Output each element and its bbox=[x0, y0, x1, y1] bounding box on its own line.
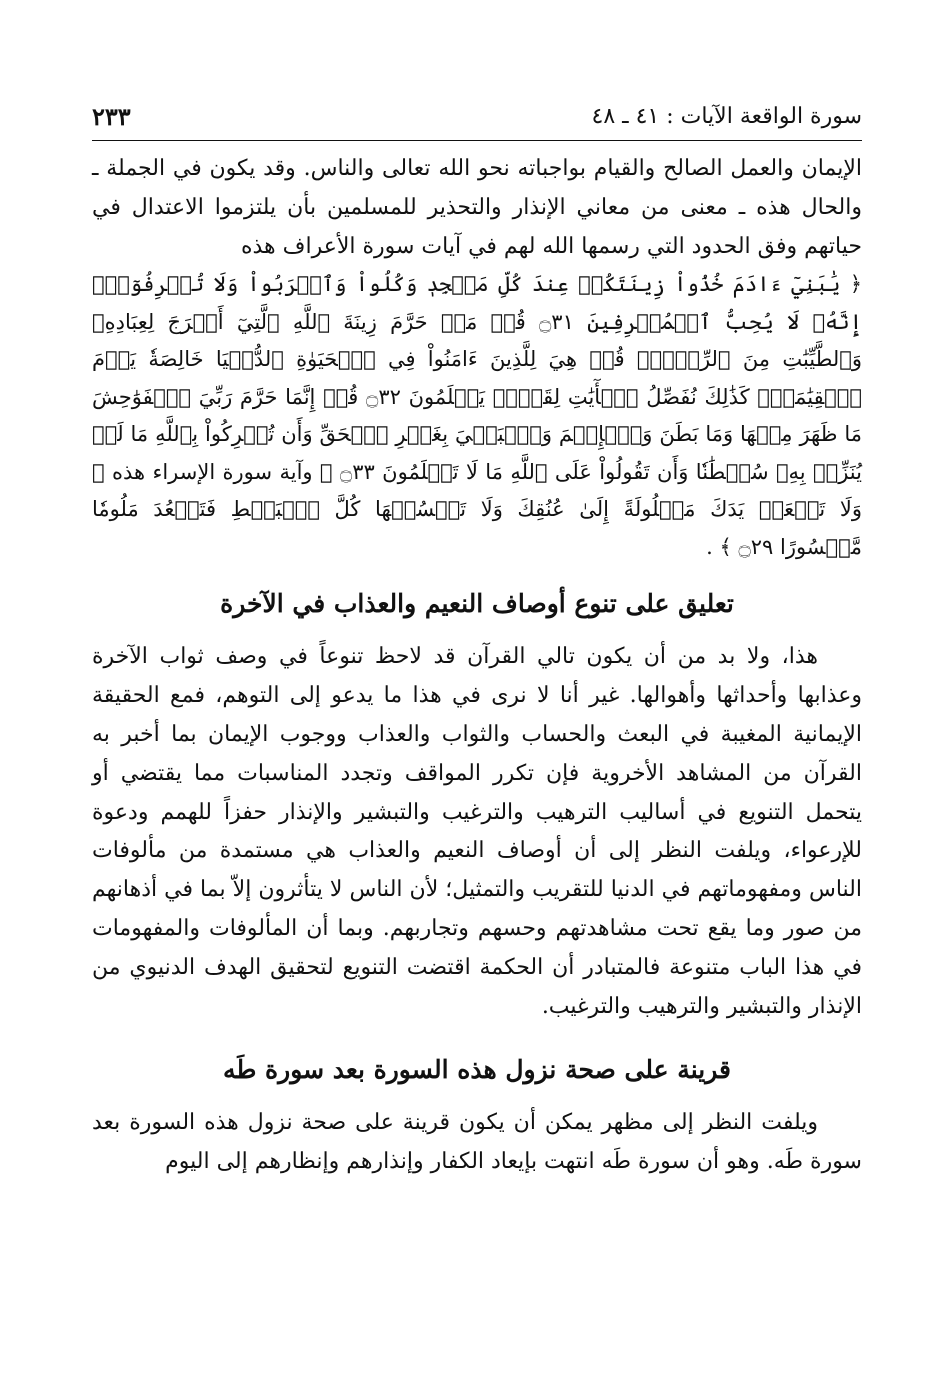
afterlife-paragraph: هذا، ولا بد من أن يكون تالي القرآن قد لاحظ تنوعاً في وصف ثواب الآخرة وعذابها وأحداثها وأهوالها. غير أنا لا نرى في هذا ما يدعو إلى التوهم، فمع الحقيقة الإيمانية المغيبة في البعث والحساب والثواب والعذاب ووجوب الإيمان بما أخبر به القرآن من المشاهد الأخروية فإن تكرر المواقف وتجدد المناسبات مما يقتضي أو يتحمل التنويع في أساليب الترهيب والترغيب والتبشير والإنذار حفزاً للهمم ودعوة للإرعواء، ويلفت النظر إلى أن أوصاف النعيم والعذاب هي مستمدة من مألوفات الناس ومفهوماتهم في الدنيا للتقريب والتمثيل؛ لأن الناس لا يتأثرون إلاّ بما في أذهانهم من صور وما يقع تحت مشاهدتهم وحسهم وتجاربهم. وبما أن المألوفات والمفهومات في هذا الباب متنوعة فالمتبادر أن الحكمة اقتضت التنويع لتحقيق الهدف الدنيوي من الإنذار والتبشير والترهيب والترغيب. bbox=[92, 644, 862, 1019]
quran-verses-paragraph: ﴿ يَٰبَنِيٓ ءَادَمَ خُذُواْ زِينَتَكُمۡ عِندَ كُلِّ مَسۡجِدٖ وَكُلُواْ وَٱشۡرَبُواْ وَلَا تُسۡرِفُوٓاْۚ إِنَّهُۥ لَا يُحِبُّ ٱلۡمُسۡرِفِينَ ۝٣١ قُلۡ مَنۡ حَرَّمَ زِينَةَ ٱللَّهِ ٱلَّتِيٓ أَخۡرَجَ لِعِبَادِهِۦ وَٱلطَّيِّبَٰتِ مِنَ ٱلرِّزۡقِۚ قُلۡ هِيَ لِلَّذِينَ ءَامَنُواْ فِي ٱلۡحَيَوٰةِ ٱلدُّنۡيَا خَالِصَةٗ يَوۡمَ ٱلۡقِيَٰمَةِۗ كَذَٰلِكَ نُفَصِّلُ ٱلۡأٓيَٰتِ لِقَوۡمٖ يَعۡلَمُونَ ۝٣٢ قُلۡ إِنَّمَا حَرَّمَ رَبِّيَ ٱلۡفَوَٰحِشَ مَا ظَهَرَ مِنۡهَا وَمَا بَطَنَ وَٱلۡإِثۡمَ وَٱلۡبَغۡيَ بِغَيۡرِ ٱلۡحَقِّ وَأَن تُشۡرِكُواْ بِٱللَّهِ مَا لَمۡ يُنَزِّلۡ بِهِۦ سُلۡطَٰنٗا وَأَن تَقُولُواْ عَلَى ٱللَّهِ مَا لَا تَعۡلَمُونَ ۝٣٣ ﴾ وآية سورة الإسراء هذه ﴿ وَلَا تَجۡعَلۡ يَدَكَ مَغۡلُولَةً إِلَىٰ عُنُقِكَ وَلَا تَبۡسُطۡهَا كُلَّ ٱلۡبَسۡطِ فَتَقۡعُدَ مَلُومٗا مَّحۡسُورًا ۝٢٩ ﴾ . bbox=[92, 272, 862, 559]
page-number: ٢٣٣ bbox=[92, 102, 131, 131]
section-heading-afterlife: تعليق على تنوع أوصاف النعيم والعذاب في الآخرة bbox=[220, 589, 734, 619]
spacer bbox=[92, 624, 862, 638]
running-header bbox=[92, 100, 862, 138]
section-heading-revelation-order: قرينة على صحة نزول هذه السورة بعد سورة طَه bbox=[223, 1055, 731, 1085]
running-title: سورة الواقعة الآيات : ٤١ ـ ٤٨ bbox=[591, 104, 862, 129]
spacer bbox=[92, 566, 862, 584]
spacer bbox=[92, 1090, 862, 1104]
page-body bbox=[92, 150, 862, 1182]
spacer bbox=[92, 1026, 862, 1050]
revelation-order-paragraph: ويلفت النظر إلى مظهر يمكن أن يكون قرينة على صحة نزول هذه السورة بعد سورة طَه. وهو أن سورة طَه انتهت بإيعاد الكفار وإنذارهم وإنظارهم إلى اليوم bbox=[92, 1110, 862, 1175]
header-rule bbox=[92, 140, 862, 141]
intro-paragraph: الإيمان والعمل الصالح والقيام بواجباته نحو الله تعالى والناس. وقد يكون في الجملة ـ والحال هذه ـ معنى من معاني الإنذار والتحذير للمسلمين بأن يلتزموا الاعتدال في حياتهم وفق الحدود التي رسمها الله لهم في آيات سورة الأعراف هذه bbox=[92, 156, 862, 259]
